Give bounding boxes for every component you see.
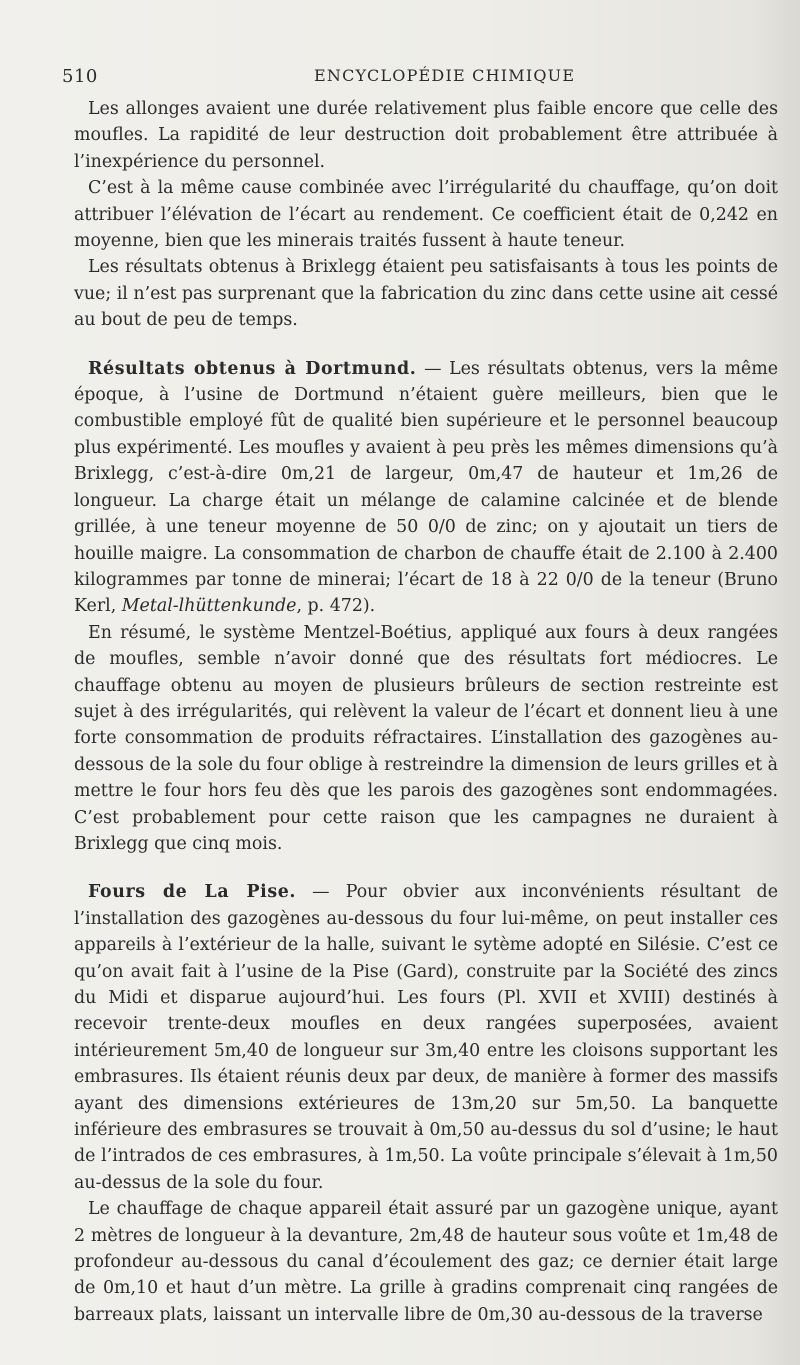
paragraph-dortmund — [74, 356, 778, 620]
citation-title: Metal-lhüttenkunde — [121, 596, 297, 617]
section-heading-pise: Fours de La Pise. — [88, 882, 297, 903]
paragraph: En résumé, le système Mentzel-Boétius, appliqué aux fours à deux rangées de moufles, semble n’avoir donné que des résultats fort médiocres. Le chauffage obtenu au moyen de plusieurs brûleurs de section restreinte est sujet à des irrégularités, qui relèvent la valeur de l’écart et donnent lieu à une forte consommation de produits réfractaires. L’installation des gazogènes au-dessous de la sole du four oblige à restreindre la dimension de leurs grilles et à mettre le four hors feu dès que les parois des gazogènes sont endommagées. C’est probablement pour cette raison que les campagnes ne duraient à Brixlegg que cinq mois. — [74, 622, 778, 854]
section-gap — [74, 334, 778, 356]
section-gap — [74, 857, 778, 879]
paragraph-text: , p. 472). — [296, 596, 376, 617]
page-number: 510 — [62, 66, 98, 87]
paragraph: Les allonges avaient une durée relativement plus faible encore que celle des moufles. La rapidité de leur destruction doit probablement être attribuée à l’inexpérience du personnel. — [74, 99, 778, 172]
page-header — [62, 62, 778, 96]
paragraph-text: — Les résultats obtenus, vers la même époque, à l’usine de Dortmund n’étaient guère meilleurs, bien que le combustible employé fût de qualité bien supérieure et le personnel beaucoup plus expérimenté. Les moufles y avaient à peu près les mêmes dimensions qu’à Brixlegg, c’est-à-dire 0m,21 de largeur, 0m,47 de hauteur et 1m,26 de longueur. La charge était un mélange de calamine calcinée et de blende grillée, à une teneur moyenne de 50 0/0 de zinc; on y ajoutait un tiers de houille maigre. La consommation de charbon de chauffe était de 2.100 à 2.400 kilogrammes par tonne de minerai; l’écart de 18 à 22 0/0 de la teneur (Bruno Kerl, — [74, 358, 779, 617]
paragraph-text: — Pour obvier aux inconvénients résultant de l’installation des gazogènes au-dessous du four lui-même, on peut installer ces appareils à l’extérieur de la halle, suivant le sytème adopté en Silésie. C’est ce qu’on avait fait à l’usine de la Pise (Gard), construite par la Société des zincs du Midi et disparue aujourd’hui. Les fours (Pl. XVII et XVIII) destinés à recevoir trente-deux moufles en deux rangées superposées, avaient intérieurement 5m,40 de longueur sur 3m,40 entre les cloisons supportant les embrasures. Ils étaient réunis deux par deux, de manière à former des massifs ayant des dimensions extérieures de 13m,20 sur 5m,50. La banquette inférieure des embrasures se trouvait à 0m,50 au-dessus du sol d’usine; le haut de l’intrados de ces embrasures, à 1m,50. La voûte principale s’élevait à 1m,50 au-dessus de la sole du four. — [74, 882, 778, 1193]
paragraph: C’est à la même cause combinée avec l’irrégularité du chauffage, qu’on doit attribuer l’élévation de l’écart au rendement. Ce coefficient était de 0,242 en moyenne, bien que les minerais traités fussent à haute teneur. — [74, 178, 778, 252]
running-title: ENCYCLOPÉDIE CHIMIQUE — [314, 66, 576, 85]
body-text — [74, 96, 778, 1328]
paragraph: Le chauffage de chaque appareil était assuré par un gazogène unique, ayant 2 mètres de longueur à la devanture, 2m,48 de hauteur sous voûte et 1m,48 de profondeur au-dessous du canal d’écoulement des gaz; ce dernier était large de 0m,10 et haut d’un mètre. La grille à gradins comprenait cinq rangées de barreaux plats, laissant un intervalle libre de 0m,30 au-dessous de la traverse — [74, 1199, 778, 1325]
section-heading-dortmund: Résultats obtenus à Dortmund. — [88, 358, 417, 379]
paragraph-pise — [74, 879, 778, 1196]
paragraph: Les résultats obtenus à Brixlegg étaient peu satisfaisants à tous les points de vue; il n’est pas surprenant que la fabrication du zinc dans cette usine ait cessé au bout de peu de temps. — [74, 257, 778, 331]
